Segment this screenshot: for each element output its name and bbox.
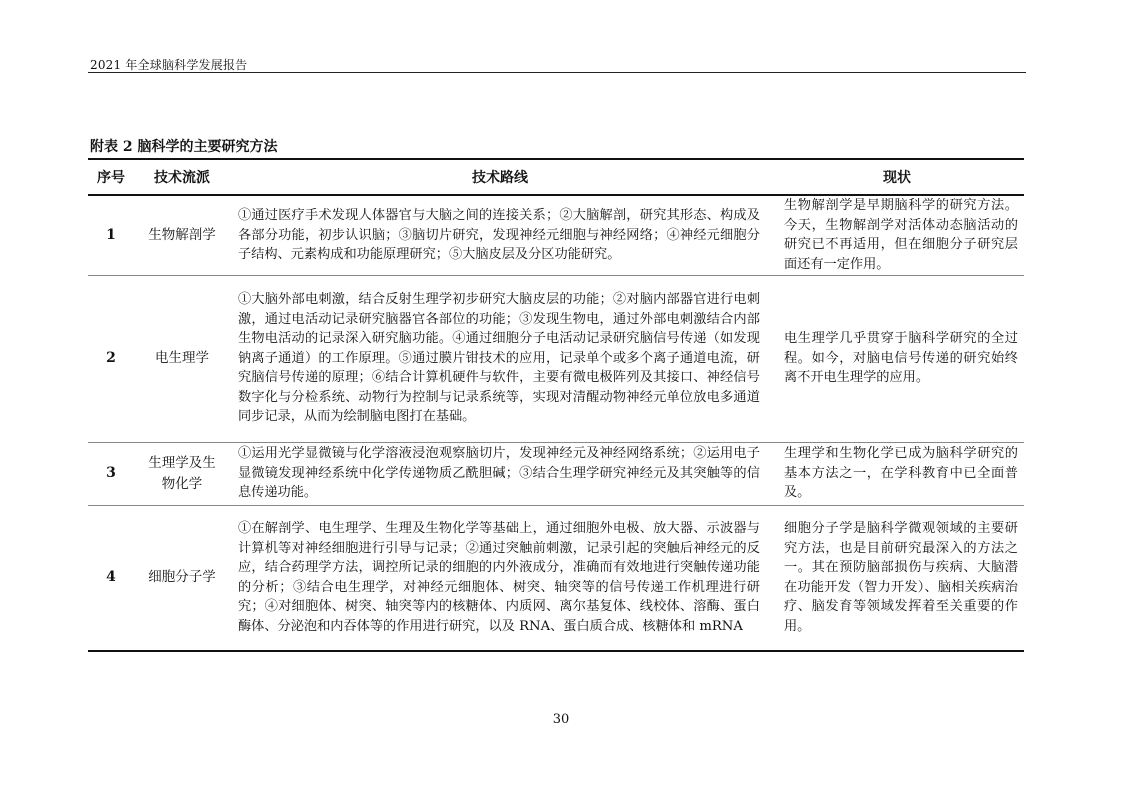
row-number: 3 <box>88 442 134 505</box>
row-school: 电生理学 <box>134 275 230 442</box>
table-caption: 附表 2 脑科学的主要研究方法 <box>90 139 278 155</box>
page-number: 30 <box>552 712 570 727</box>
table-row <box>88 505 1024 651</box>
table-header-row <box>88 159 1024 195</box>
row-route: ①在解剖学、电生理学、生理及生物化学等基础上，通过细胞外电极、放大器、示波器与计算机等对神经细胞进行引导与记录；②通过突触前刺激，记录引起的突触后神经元的反应，结合药理学方法，调控所记录的细胞的内外液成分，准确而有效地进行突触传递功能的分析；③结合电生理学，对神经元细胞体、树突、轴突等的信号传递工作机理进行研究；④对细胞体、树突、轴突等内的核糖体、内质网、离尔基复体、线校体、溶酶、蛋白酶体、分泌泡和内吞体等的作用进行研究，以及 RNA、蛋白质合成、核糖体和 mRNA <box>230 505 770 651</box>
row-status: 细胞分子学是脑科学微观领域的主要研究方法，也是目前研究最深入的方法之一。其在预防脑部损伤与疾病、大脑潜在功能开发（智力开发）、脑相关疾病治疗、脑发育等领域发挥着至关重要的作用。 <box>770 505 1024 651</box>
row-school: 生物解剖学 <box>134 195 230 275</box>
column-header-no: 序号 <box>88 159 134 195</box>
column-header-route: 技术路线 <box>230 159 770 195</box>
row-school: 细胞分子学 <box>134 505 230 651</box>
row-status: 生理学和生物化学已成为脑科学研究的基本方法之一，在学科教育中已全面普及。 <box>770 442 1024 505</box>
row-number: 4 <box>88 505 134 651</box>
column-header-status: 现状 <box>770 159 1024 195</box>
methods-table <box>88 158 1024 652</box>
row-route: ①通过医疗手术发现人体器官与大脑之间的连接关系；②大脑解剖，研究其形态、构成及各部分功能，初步认识脑；③脑切片研究，发现神经元细胞与神经网络；④神经元细胞分子结构、元素构成和功能原理研究；⑤大脑皮层及分区功能研究。 <box>230 195 770 275</box>
row-route: ①大脑外部电刺激，结合反射生理学初步研究大脑皮层的功能；②对脑内部器官进行电刺激，通过电活动记录研究脑器官各部位的功能；③发现生物电，通过外部电刺激结合内部生物电活动的记录深入研究脑功能。④通过细胞分子电活动记录研究脑信号传递（如发现钠离子通道）的工作原理。⑤通过膜片钳技术的应用，记录单个或多个离子通道电流，研究脑信号传递的原理；⑥结合计算机硬件与软件，主要有微电极阵列及其接口、神经信号数字化与分检系统、动物行为控制与记录系统等，实现对清醒动物神经元单位放电多通道同步记录，从而为绘制脑电图打在基础。 <box>230 275 770 442</box>
table-row <box>88 275 1024 442</box>
row-status: 生物解剖学是早期脑科学的研究方法。今天，生物解剖学对活体动态脑活动的研究已不再适用，但在细胞分子研究层面还有一定作用。 <box>770 195 1024 275</box>
row-number: 2 <box>88 275 134 442</box>
column-header-school: 技术流派 <box>134 159 230 195</box>
row-school: 生理学及生物化学 <box>134 442 230 505</box>
header-rule <box>88 72 1026 73</box>
table-row <box>88 195 1024 275</box>
running-header: 2021 年全球脑科学发展报告 <box>90 58 248 72</box>
table-row <box>88 442 1024 505</box>
row-route: ①运用光学显微镜与化学溶液浸泡观察脑切片，发现神经元及神经网络系统；②运用电子显微镜发现神经系统中化学传递物质乙酰胆碱；③结合生理学研究神经元及其突触等的信息传递功能。 <box>230 442 770 505</box>
row-status: 电生理学几乎贯穿于脑科学研究的全过程。如今，对脑电信号传递的研究始终离不开电生理学的应用。 <box>770 275 1024 442</box>
row-number: 1 <box>88 195 134 275</box>
